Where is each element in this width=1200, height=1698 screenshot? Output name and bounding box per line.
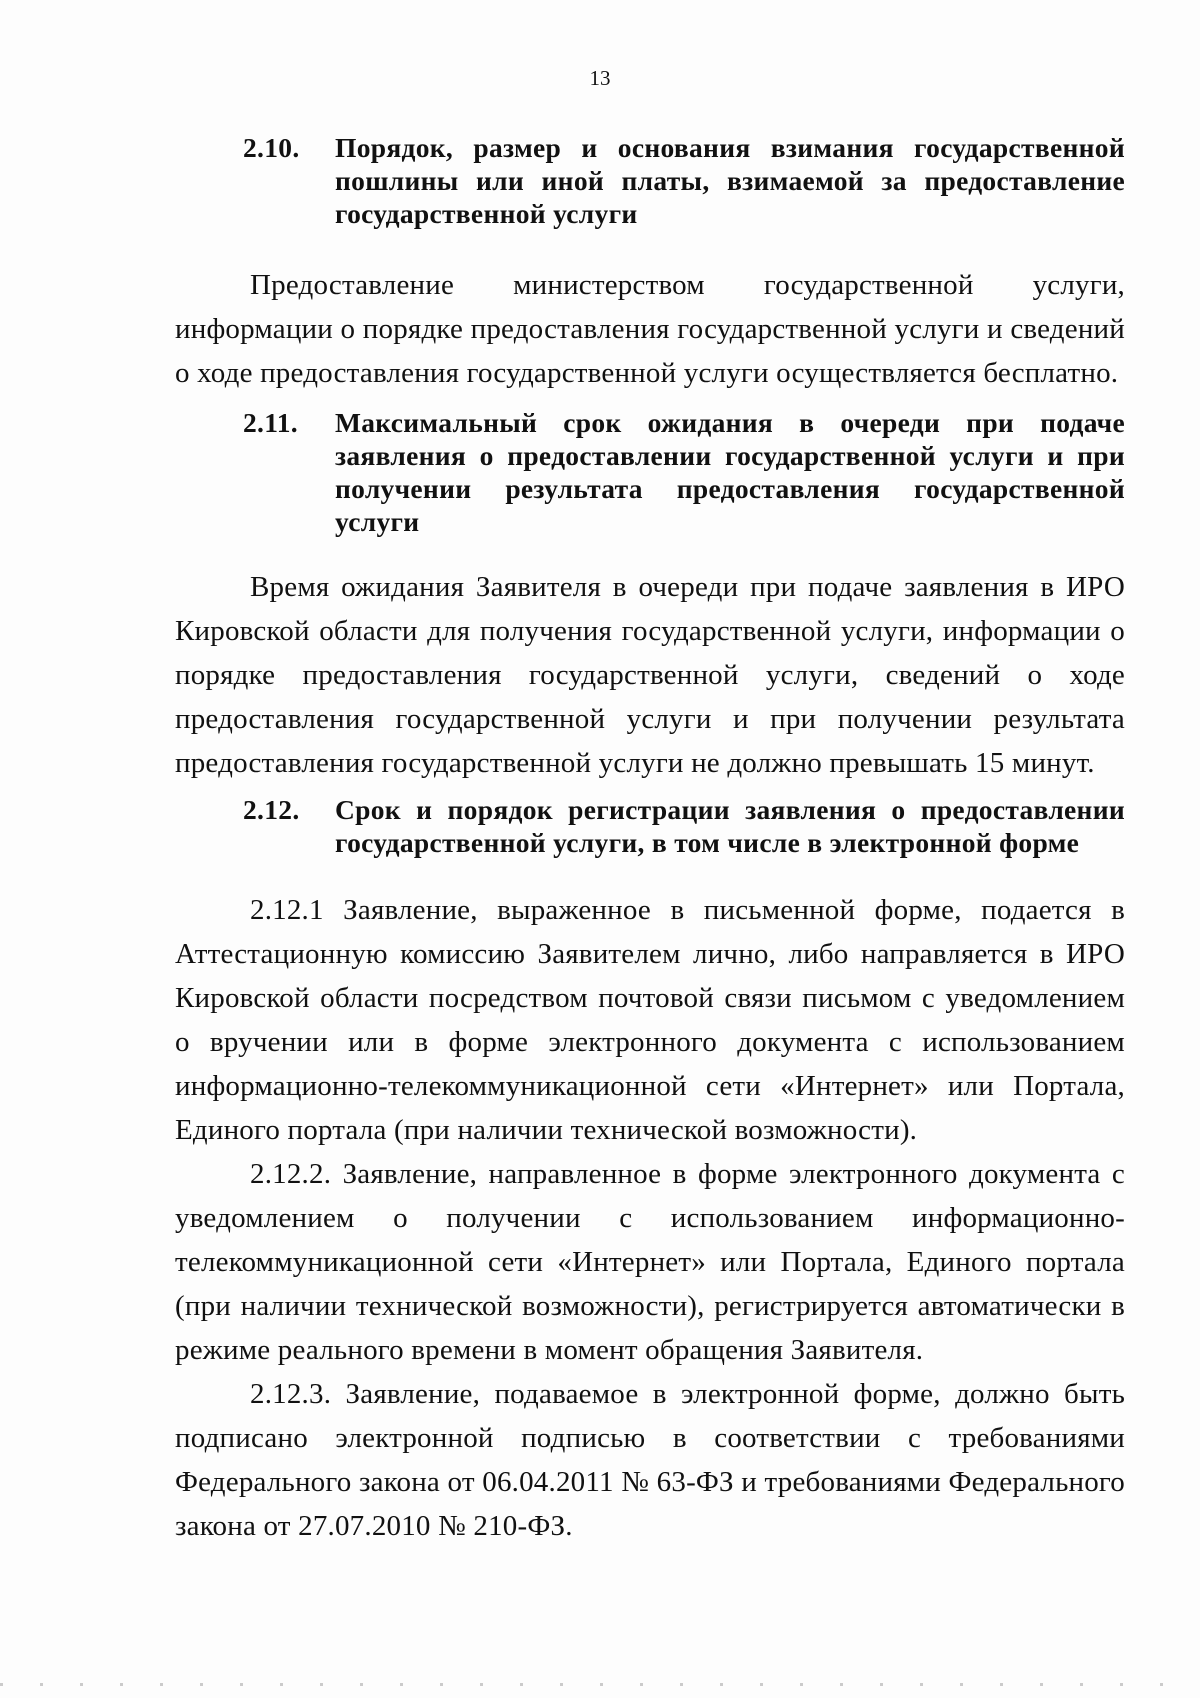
paragraph: 2.12.3. Заявление, подаваемое в электронной форме, должно быть подписано электронной подписью в соответствии с требованиями Федерального закона от 06.04.2011 № 63-ФЗ и требованиями Федерального закона от 27.07.2010 № 210-ФЗ. <box>175 1378 1125 1542</box>
paragraph: 2.12.1 Заявление, выраженное в письменной форме, подается в Аттестационную комиссию Заявителем лично, либо направляется в ИРО Кировской области посредством почтовой связи письмом с уведомлением о вручении или в форме электронного документа с использованием информационно-телекоммуникационной сети «Интернет» или Портала, Единого портала (при наличии технической возможности). <box>175 894 1125 1146</box>
scan-edge-artifact <box>0 1683 1200 1686</box>
section-number: 2.11. <box>243 407 298 438</box>
section-2-11 <box>175 406 1125 785</box>
section-number: 2.12. <box>243 794 300 825</box>
section-title: Максимальный срок ожидания в очереди при подаче заявления о предоставлении государственной услуги и при получении результата предоставления государственной услуги <box>335 407 1125 537</box>
page-number: 13 <box>589 66 611 90</box>
paragraph: Предоставление министерством государственной услуги, информации о порядке предоставления государственной услуги и сведений о ходе предоставления государственной услуги осуществляется бесплатно. <box>175 269 1125 389</box>
section-heading <box>175 406 1125 538</box>
paragraph: 2.12.2. Заявление, направленное в форме электронного документа с уведомлением о получении с использованием информационно-телекоммуникационной сети «Интернет» или Портала, Единого портала (при наличии технической возможности), регистрируется автоматически в режиме реального времени в момент обращения Заявителя. <box>175 1158 1125 1366</box>
paragraph: Время ожидания Заявителя в очереди при подаче заявления в ИРО Кировской области для получения государственной услуги, информации о порядке предоставления государственной услуги, сведений о ходе предоставления государственной услуги и при получении результата предоставления государственной услуги не должно превышать 15 минут. <box>175 571 1125 779</box>
section-title: Срок и порядок регистрации заявления о предоставлении государственной услуги, в том числе в электронной форме <box>335 794 1125 858</box>
section-title: Порядок, размер и основания взимания государственной пошлины или иной платы, взимаемой за предоставление государственной услуги <box>335 132 1125 229</box>
section-heading <box>175 793 1125 859</box>
section-number: 2.10. <box>243 132 300 163</box>
section-2-12 <box>175 793 1125 1548</box>
section-2-10 <box>175 131 1125 395</box>
section-heading <box>175 131 1125 230</box>
